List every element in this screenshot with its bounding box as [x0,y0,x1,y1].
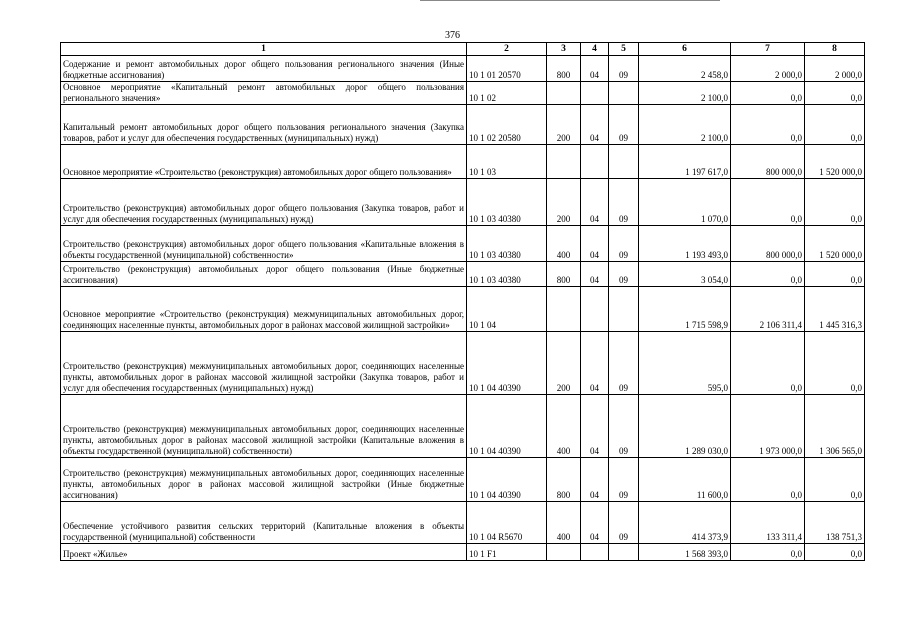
amount-col-6: 1 568 393,0 [639,544,731,561]
amount-col-8: 0,0 [805,179,865,226]
budget-code: 10 1 02 20580 [467,105,547,145]
table-row [61,226,865,262]
expense-type: 200 [547,179,581,226]
section: 04 [581,179,609,226]
expense-type: 800 [547,458,581,502]
amount-col-7: 0,0 [731,262,805,287]
budget-code: 10 1 04 40390 [467,395,547,458]
amount-col-6: 595,0 [639,332,731,395]
amount-col-6: 2 100,0 [639,105,731,145]
table-row [61,332,865,395]
amount-col-8: 1 306 565,0 [805,395,865,458]
amount-col-8: 1 520 000,0 [805,226,865,262]
amount-col-8: 0,0 [805,458,865,502]
table-row [61,145,865,179]
table-row [61,458,865,502]
amount-col-8: 2 000,0 [805,56,865,82]
amount-col-7: 2 106 311,4 [731,287,805,332]
amount-col-8: 0,0 [805,332,865,395]
table-row [61,502,865,544]
amount-col-6: 2 458,0 [639,56,731,82]
subsection [609,544,639,561]
expense-type [547,82,581,105]
section: 04 [581,105,609,145]
table-row [61,105,865,145]
expense-type: 800 [547,56,581,82]
section [581,82,609,105]
subsection: 09 [609,332,639,395]
section: 04 [581,458,609,502]
section: 04 [581,262,609,287]
row-description: Содержание и ремонт автомобильных дорог общего пользования регионального значения (Иные бюджетные ассигнования) [61,56,467,82]
column-header: 6 [639,43,731,56]
table-row [61,395,865,458]
subsection [609,287,639,332]
amount-col-7: 800 000,0 [731,226,805,262]
column-header: 3 [547,43,581,56]
row-description: Обеспечение устойчивого развития сельских территорий (Капитальные вложения в объекты государственной (муниципальной) собственности [61,502,467,544]
table-row [61,287,865,332]
subsection: 09 [609,179,639,226]
amount-col-6: 1 070,0 [639,179,731,226]
expense-type [547,544,581,561]
amount-col-6: 3 054,0 [639,262,731,287]
table-body [61,56,865,561]
amount-col-7: 0,0 [731,105,805,145]
amount-col-7: 0,0 [731,332,805,395]
budget-code: 10 1 03 40380 [467,262,547,287]
section [581,145,609,179]
budget-code: 10 1 03 40380 [467,226,547,262]
header-row [61,43,865,56]
column-header: 1 [61,43,467,56]
amount-col-7: 800 000,0 [731,145,805,179]
subsection: 09 [609,226,639,262]
subsection [609,145,639,179]
row-description: Капитальный ремонт автомобильных дорог общего пользования регионального значения (Закупка товаров, работ и услуг для обеспечения государственных (муниципальных) нужд) [61,105,467,145]
row-description: Строительство (реконструкция) автомобильных дорог общего пользования «Капитальные вложения в объекты государственной (муниципальной) собственности» [61,226,467,262]
amount-col-6: 11 600,0 [639,458,731,502]
amount-col-7: 2 000,0 [731,56,805,82]
expense-type: 800 [547,262,581,287]
amount-col-6: 414 373,9 [639,502,731,544]
amount-col-6: 1 289 030,0 [639,395,731,458]
budget-code: 10 1 04 40390 [467,332,547,395]
row-description: Строительство (реконструкция) межмуниципальных автомобильных дорог, соединяющих населенные пункты, автомобильных дорог в районах массовой жилищной застройки (Иные бюджетные ассигнования) [61,458,467,502]
column-header: 5 [609,43,639,56]
row-description: Строительство (реконструкция) автомобильных дорог общего пользования (Закупка товаров, работ и услуг для обеспечения государственных (муниципальных) нужд) [61,179,467,226]
column-header: 4 [581,43,609,56]
subsection [609,82,639,105]
expense-type: 200 [547,332,581,395]
budget-code: 10 1 04 40390 [467,458,547,502]
expense-type [547,287,581,332]
amount-col-6: 1 197 617,0 [639,145,731,179]
section: 04 [581,56,609,82]
amount-col-8: 1 520 000,0 [805,145,865,179]
section [581,287,609,332]
amount-col-8: 0,0 [805,82,865,105]
row-description: Проект «Жилье» [61,544,467,561]
row-description: Основное мероприятие «Строительство (реконструкция) межмуниципальных автомобильных дорог, соединяющих населенные пункты, автомобильных дорог в районах массовой жилищной застройки» [61,287,467,332]
column-header: 7 [731,43,805,56]
section: 04 [581,502,609,544]
row-description: Основное мероприятие «Строительство (реконструкция) автомобильных дорог общего пользования» [61,145,467,179]
expense-type: 400 [547,395,581,458]
amount-col-7: 0,0 [731,82,805,105]
budget-code: 10 1 04 R5670 [467,502,547,544]
subsection: 09 [609,502,639,544]
table-row [61,544,865,561]
page-number: 376 [445,30,460,41]
section: 04 [581,395,609,458]
subsection: 09 [609,262,639,287]
subsection: 09 [609,56,639,82]
amount-col-8: 0,0 [805,262,865,287]
row-description: Строительство (реконструкция) межмуниципальных автомобильных дорог, соединяющих населенные пункты, автомобильных дорог в районах массовой жилищной застройки (Закупка товаров, работ и услуг для обеспечения государственных (муниципальных) нужд) [61,332,467,395]
row-description: Строительство (реконструкция) автомобильных дорог общего пользования (Иные бюджетные ассигнования) [61,262,467,287]
budget-table [60,42,865,561]
subsection: 09 [609,105,639,145]
amount-col-7: 0,0 [731,179,805,226]
budget-code: 10 1 02 [467,82,547,105]
section [581,544,609,561]
amount-col-6: 1 715 598,9 [639,287,731,332]
subsection: 09 [609,458,639,502]
page-top-edge [420,0,720,1]
expense-type: 400 [547,226,581,262]
amount-col-8: 0,0 [805,105,865,145]
expense-type: 200 [547,105,581,145]
budget-code: 10 1 03 [467,145,547,179]
amount-col-7: 0,0 [731,544,805,561]
table-row [61,56,865,82]
expense-type [547,145,581,179]
expense-type: 400 [547,502,581,544]
table-row [61,82,865,105]
section: 04 [581,332,609,395]
budget-code: 10 1 01 20570 [467,56,547,82]
row-description: Строительство (реконструкция) межмуниципальных автомобильных дорог, соединяющих населенные пункты, автомобильных дорог в районах массовой жилищной застройки (Капитальные вложения в объекты государственной (муниципальной) собственности) [61,395,467,458]
amount-col-7: 0,0 [731,458,805,502]
amount-col-6: 1 193 493,0 [639,226,731,262]
row-description: Основное мероприятие «Капитальный ремонт автомобильных дорог общего пользования регионального значения» [61,82,467,105]
amount-col-7: 133 311,4 [731,502,805,544]
budget-code: 10 1 03 40380 [467,179,547,226]
section: 04 [581,226,609,262]
amount-col-6: 2 100,0 [639,82,731,105]
budget-code: 10 1 F1 [467,544,547,561]
subsection: 09 [609,395,639,458]
column-header: 2 [467,43,547,56]
column-header: 8 [805,43,865,56]
budget-code: 10 1 04 [467,287,547,332]
table-row [61,179,865,226]
amount-col-8: 138 751,3 [805,502,865,544]
amount-col-7: 1 973 000,0 [731,395,805,458]
table-row [61,262,865,287]
amount-col-8: 0,0 [805,544,865,561]
amount-col-8: 1 445 316,3 [805,287,865,332]
